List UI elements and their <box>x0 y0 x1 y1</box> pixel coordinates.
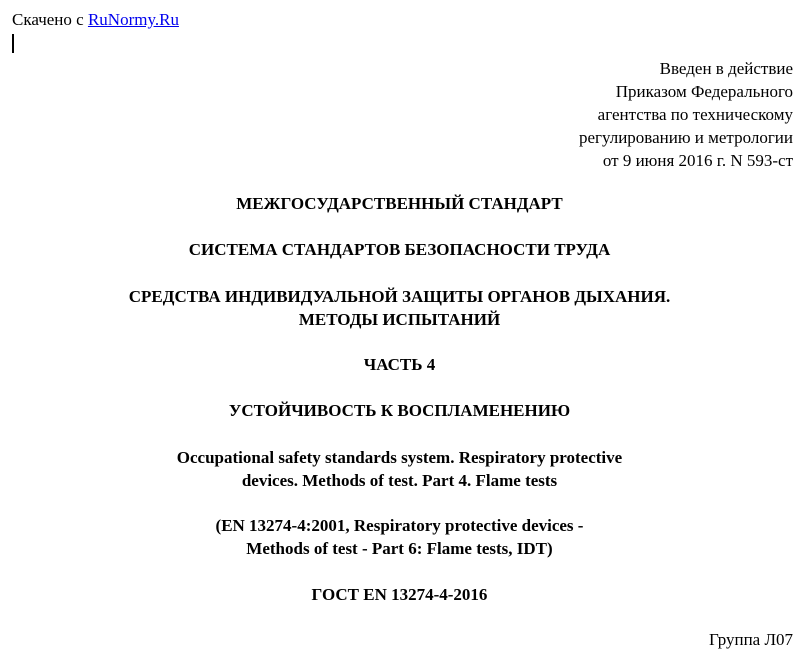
heading-line: СРЕДСТВА ИНДИВИДУАЛЬНОЙ ЗАЩИТЫ ОРГАНОВ ДЫХАНИЯ. <box>128 287 671 306</box>
heading-text: СИСТЕМА СТАНДАРТОВ БЕЗОПАСНОСТИ ТРУДА <box>188 240 611 259</box>
approval-line: от 9 июня 2016 г. N 593-ст <box>602 151 793 170</box>
approval-line: агентства по техническому <box>597 105 793 124</box>
part-title-heading <box>0 399 799 422</box>
source-link[interactable]: RuNormy.Ru <box>87 10 179 29</box>
group-code: Группа Л07 <box>708 630 793 649</box>
english-title <box>0 446 799 492</box>
heading-line: (EN 13274-4:2001, Respiratory protective devices - <box>215 516 584 535</box>
source-prefix: Скачено с <box>12 10 84 29</box>
part-heading <box>0 353 799 376</box>
heading-line: devices. Methods of test. Part 4. Flame tests <box>241 471 558 490</box>
approval-line: Приказом Федерального <box>615 82 793 101</box>
heading-line: Methods of test - Part 6: Flame tests, IDT) <box>246 539 553 558</box>
heading-text: УСТОЙЧИВОСТЬ К ВОСПЛАМЕНЕНИЮ <box>228 401 571 420</box>
interstate-standard-heading <box>0 192 799 215</box>
heading-text: ЧАСТЬ 4 <box>363 355 436 374</box>
approval-block <box>579 57 793 172</box>
standard-designation <box>0 583 799 606</box>
approval-line: регулированию и метрологии <box>578 128 793 147</box>
system-heading <box>0 238 799 261</box>
heading-line: Occupational safety standards system. Respiratory protective <box>176 448 623 467</box>
heading-line: МЕТОДЫ ИСПЫТАНИЙ <box>298 310 501 329</box>
approval-line: Введен в действие <box>659 59 793 78</box>
subject-heading <box>0 285 799 331</box>
heading-text: МЕЖГОСУДАРСТВЕННЫЙ СТАНДАРТ <box>236 194 563 213</box>
en-reference <box>0 514 799 560</box>
source-line <box>12 9 179 31</box>
heading-text: ГОСТ EN 13274-4-2016 <box>311 585 488 604</box>
text-cursor <box>12 34 14 53</box>
